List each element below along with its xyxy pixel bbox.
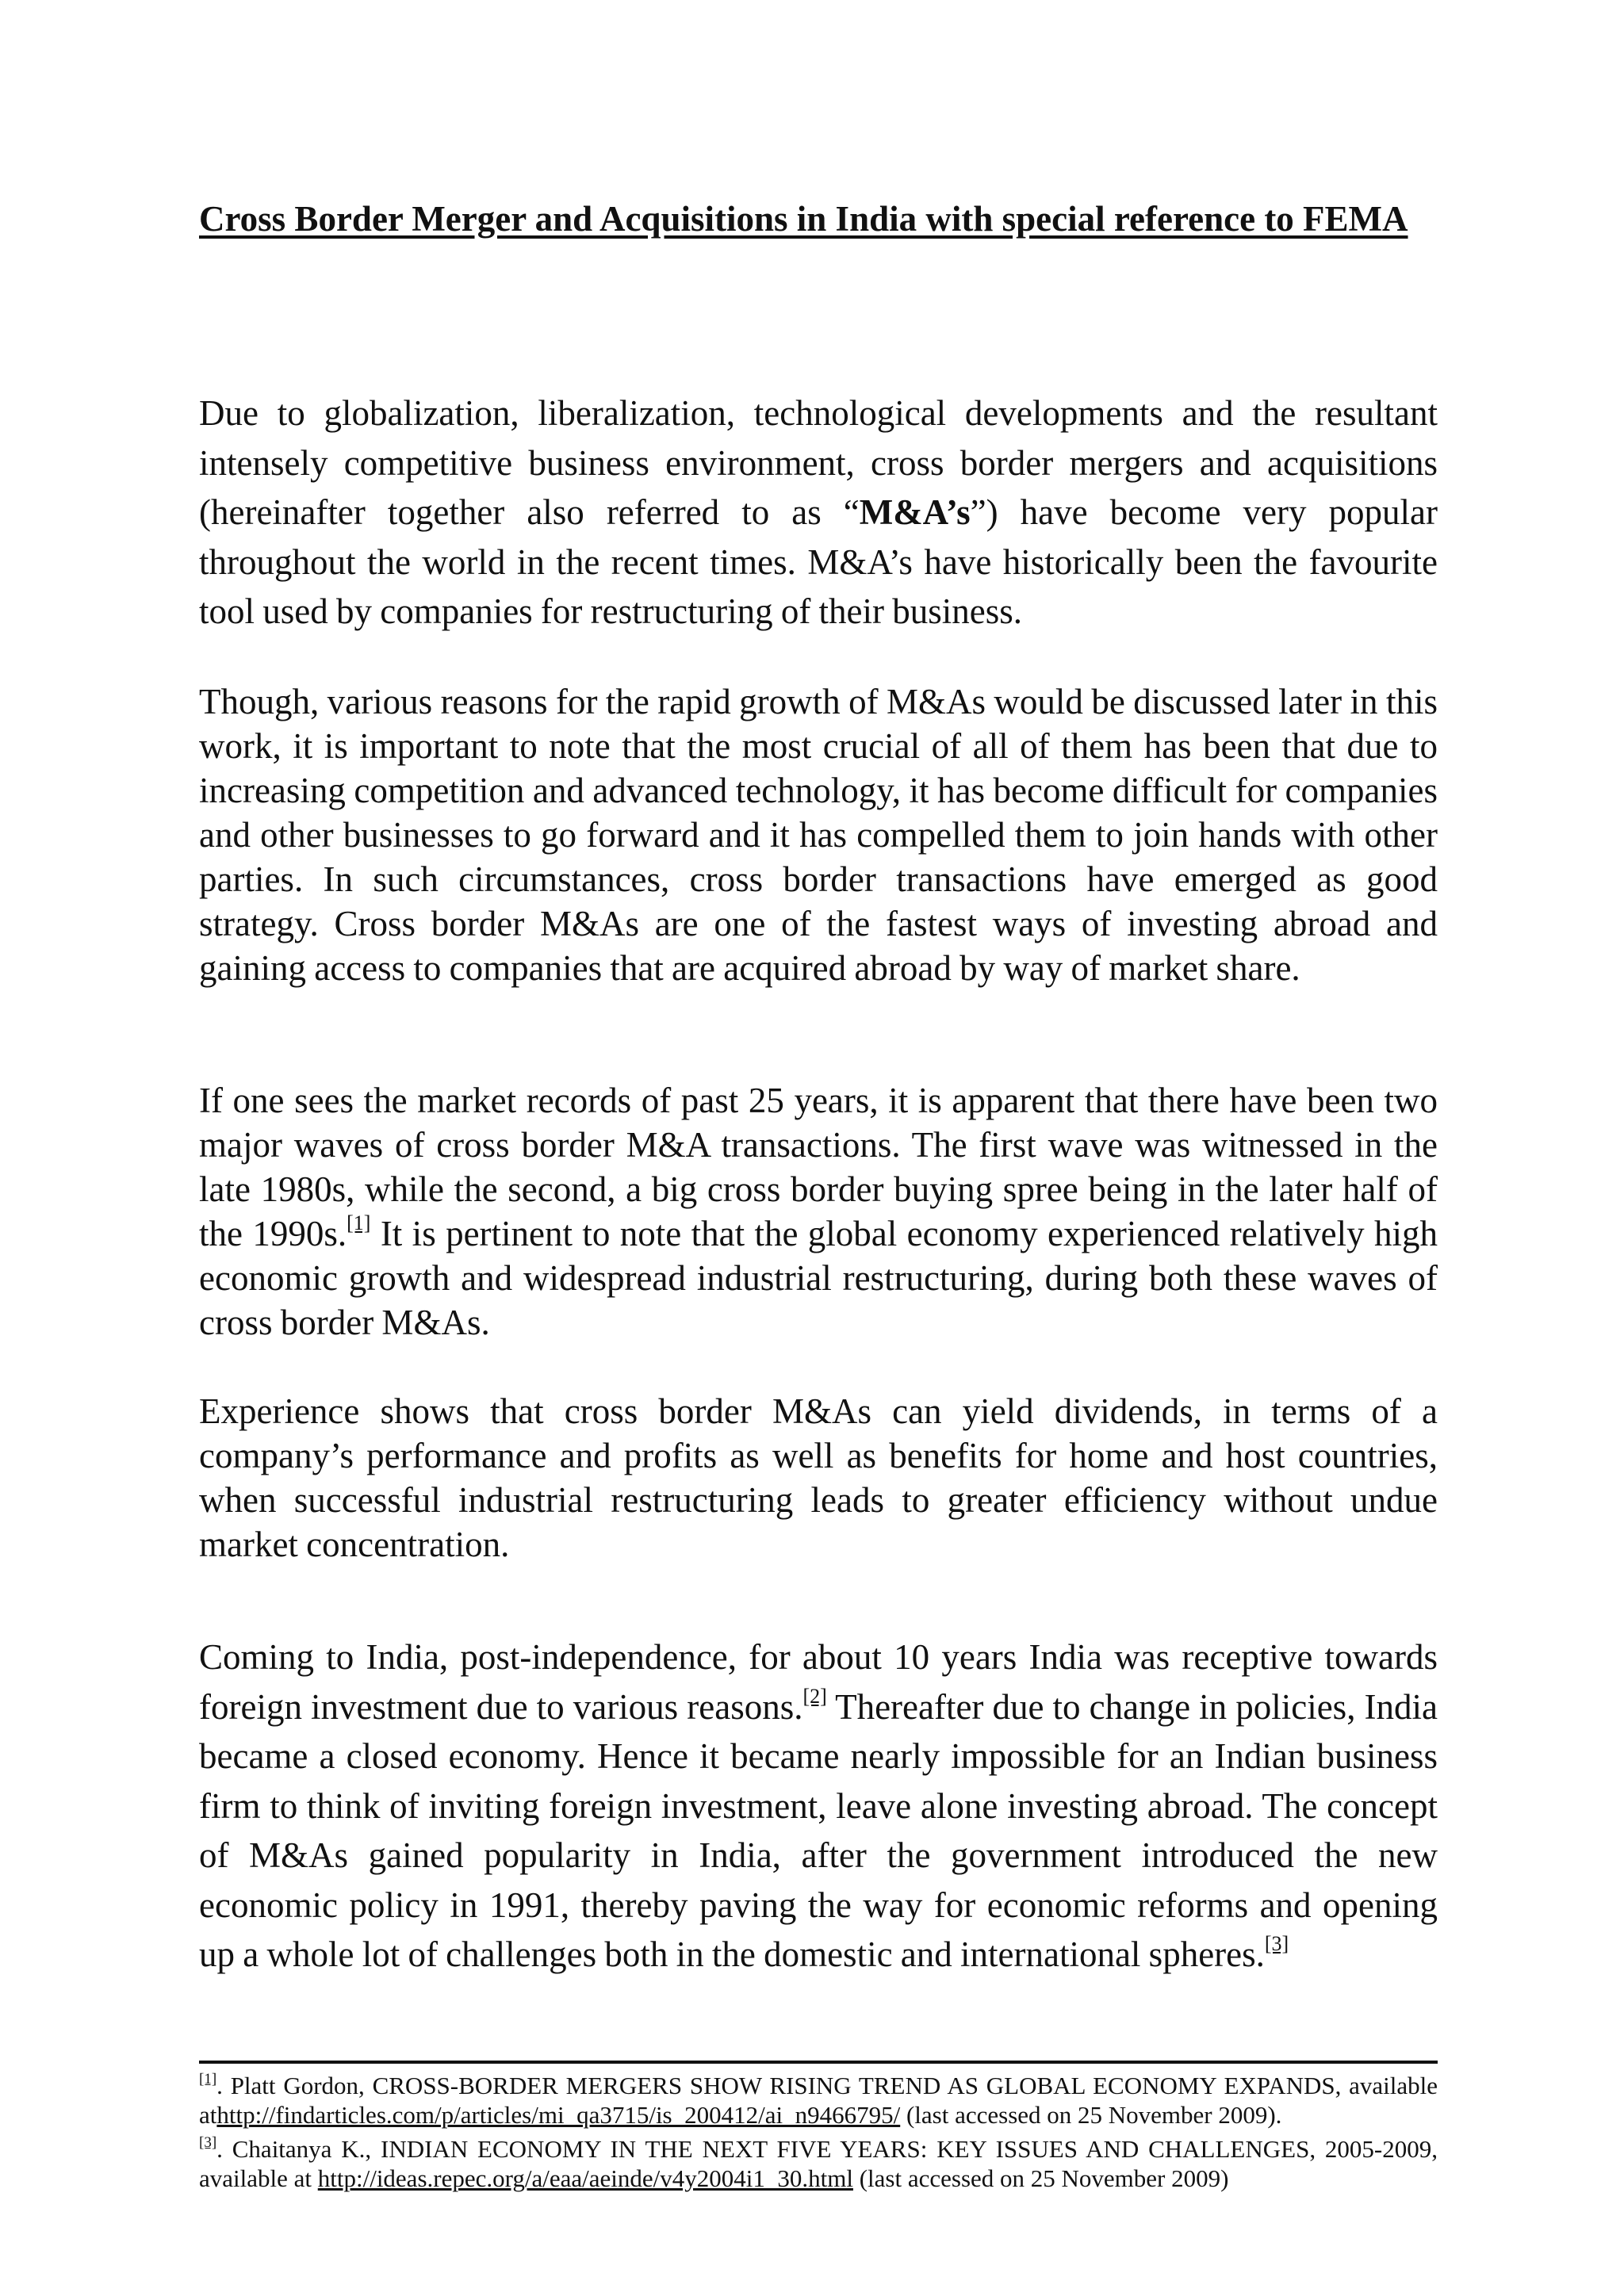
footnote-ref-3[interactable]: [3] xyxy=(1264,1932,1289,1955)
paragraph-1-text-a: Due to globalization, liberalization, technological developments and the resultant intensely competitive business environment, cross border mergers and acquisitions (hereinafter together also referred to as “ xyxy=(199,393,1438,532)
paragraph-1-text-b: ”) have become very popular throughout the world in the recent times. M&A’s have historically been the favourite tool used by companies for restructuring of their business. xyxy=(199,492,1438,631)
footnote-divider xyxy=(199,2061,1438,2064)
footnote-1-text-b: (last accessed on 25 November 2009). xyxy=(900,2101,1282,2129)
footnote-3 xyxy=(199,2134,1438,2193)
footnote-ref-1[interactable]: [1] xyxy=(347,1211,371,1234)
paragraph-2: Though, various reasons for the rapid growth of M&As would be discussed later in this work, it is important to note that the most crucial of all of them has been that due to increasing competition and advanced technology, it has become difficult for companies and other businesses to go forward and it has compelled them to join hands with other parties. In such circumstances, cross border transactions have emerged as good strategy. Cross border M&As are one of the fastest ways of investing abroad and gaining access to companies that are acquired abroad by way of market share. xyxy=(199,682,1438,988)
footnote-1 xyxy=(199,2071,1438,2130)
footnote-3-text-b: (last accessed on 25 November 2009) xyxy=(852,2164,1229,2192)
footnote-3-marker[interactable]: [3] xyxy=(199,2134,217,2151)
paragraph-5-text-a: Coming to India, post-independence, for about 10 years India was receptive towards foreign investment due to various reasons. xyxy=(199,1637,1438,1727)
footnote-3-link[interactable]: http://ideas.repec.org/a/eaa/aeinde/v4y2004i1_30.html xyxy=(317,2164,853,2192)
footnotes xyxy=(199,2071,1438,2198)
paragraph-3 xyxy=(199,1078,1438,1345)
paragraph-5 xyxy=(199,1632,1438,1980)
paragraph-3-text-a: If one sees the market records of past 25 years, it is apparent that there have been two major waves of cross border M&A transactions. The first wave was witnessed in the late 1980s, while the second, a big cross border buying spree being in the later half of the 1990s. xyxy=(199,1081,1438,1253)
footnote-3-text-a: . Chaitanya K., INDIAN ECONOMY IN THE NEXT FIVE YEARS: KEY ISSUES AND CHALLENGES, 2005-2009, available at xyxy=(199,2135,1438,2192)
paragraph-5-text-b: Thereafter due to change in policies, India became a closed economy. Hence it became nearly impossible for an Indian business firm to think of inviting foreign investment, leave alone investing abroad. The concept of M&As gained popularity in India, after the government introduced the new economic policy in 1991, thereby paving the way for economic reforms and opening up a whole lot of challenges both in the domestic and international spheres. xyxy=(199,1686,1438,1974)
paragraph-4: Experience shows that cross border M&As can yield dividends, in terms of a company’s performance and profits as well as benefits for home and host countries, when successful industrial restructuring leads to greater efficiency without undue market concentration. xyxy=(199,1391,1438,1564)
paragraph-1 xyxy=(199,388,1438,637)
footnote-1-text-a: . Platt Gordon, CROSS-BORDER MERGERS SHOW RISING TREND AS GLOBAL ECONOMY EXPANDS, available at xyxy=(199,2072,1438,2129)
footnote-1-marker[interactable]: [1] xyxy=(199,2071,217,2087)
footnote-1-link[interactable]: http://findarticles.com/p/articles/mi_qa3715/is_200412/ai_n9466795/ xyxy=(216,2101,901,2129)
document-title: Cross Border Merger and Acquisitions in India with special reference to FEMA xyxy=(199,199,1408,239)
paragraph-1-bold-term: M&A’s xyxy=(859,492,971,532)
footnote-ref-2[interactable]: [2] xyxy=(802,1684,827,1708)
paragraph-3-text-b: It is pertinent to note that the global economy experienced relatively high economic growth and widespread industrial restructuring, during both these waves of cross border M&As. xyxy=(199,1214,1438,1342)
